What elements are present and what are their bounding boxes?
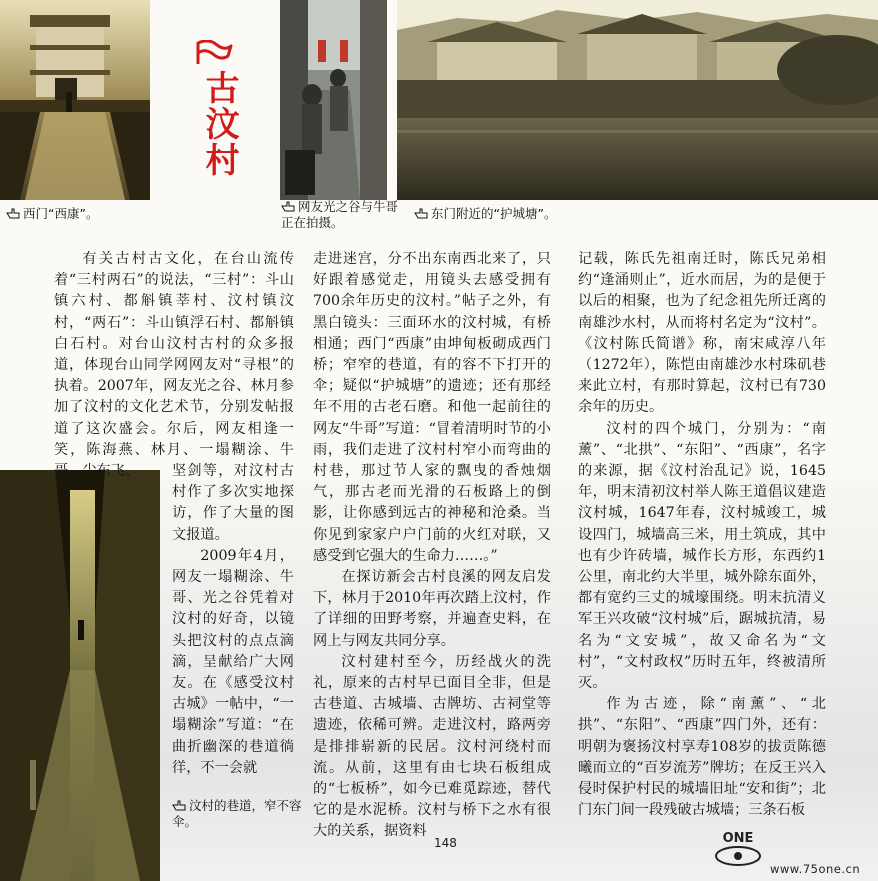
paragraph: 坚剑等，对汶村古村作了多次实地探访，作了大量的图文报道。: [172, 463, 294, 543]
paragraph: 在探访新会古村良溪的网友启发下，林月于2010年再次踏上汶村，作了详细的田野考察，并遍查史料，在网上与网友共同分享。: [313, 569, 551, 649]
paragraph: 走进迷宫，分不出东南西北来了，只好跟着感觉走，用镜头去感受拥有700余年历史的汶村。”帖子之外，有黑白镜头：三面环水的汶村城，有桥相通；西门“西康”由坤甸板砌成西门桥；窄窄的巷道，有的容不下打开的伞；疑似“护城塘”的遗迹；还有那经年不用的古老石磨。和他一起前往的网友“牛哥”写道：“冒着清明时节的小雨，我们走进了汶村村窄小而弯曲的村巷，那过节人家的飘曳的香烛烟气，那古老而光滑的石板路上的倒影，让你感到远古的神秘和沧桑。当你见到家家户户门前的火红对联，又感受到它强大的生命力……。”: [313, 251, 551, 564]
caption-alley: [281, 199, 399, 231]
caption-text: 西门“西康”。: [23, 206, 99, 221]
title-text: 古汶村: [199, 70, 239, 178]
paragraph: 有关古村古文化，在台山流传着“三村两石”的说法，“三村”：斗山镇六村、都斛镇莘村、汶村镇汶村，“两石”：斗山镇浮石村、都斛镇白石村。对台山汶村古村的众多报道，体现台山同学网网友对“寻根”的执着。2007年，网友光之谷、林月参加了汶村的文化艺术节，分别发帖报道了这次盛会。尔后，网友相逢一笑，陈海燕、林月、一塌糊涂、牛哥、尘东飞、: [54, 251, 294, 480]
article-title: [195, 40, 250, 178]
site-url[interactable]: www.75one.cn: [770, 862, 861, 876]
paragraph: 记载，陈氏先祖南迁时，陈氏兄弟相约“逢涌则止”，近水而居，为的是便于以后的相聚，也为了纪念祖先所迁离的南雄沙水村，从而将村名定为“汶村”。《汶村陈氏简谱》称，南宋咸淳八年（1272年），陈恺由南雄沙水村珠矶巷来此立村，有那时算起，汶村已有730余年的历史。: [578, 251, 826, 416]
caption-text: 汶村的巷道，窄不容伞。: [172, 798, 302, 829]
hand-pointer-icon: [281, 200, 295, 212]
hand-pointer-icon: [6, 207, 20, 219]
paragraph: 作为古迹，除“南薰”、“北拱”、“东阳”、“西康”四门外，还有：明朝为褒扬汶村享寿108岁的拔贡陈德曦而立的“百岁流芳”牌坊；在反王兴入侵时保护村民的城墙旧址“安和街”；北门东门间一段残破古城墙；三条石板: [578, 696, 826, 819]
photo-moat-east-gate: [397, 0, 878, 200]
body-column-2: [313, 249, 551, 843]
body-column-1-wrap: [172, 461, 294, 779]
page-number: 148: [434, 836, 457, 850]
paragraph: 汶村的四个城门，分别为：“南薰”、“北拱”、“东阳”、“西康”，名字的来源，据《汶村治乱记》说，1645年，明末清初汶村举人陈王道倡议建造汶村城，1647年春，汶村城竣工，城设四门，城墙高三米，用土筑成，其中也有少许砖墙，城作长方形，东西约1公里，南北约大半里，城外除东面外，都有宽约三丈的城壕围绕。明末抗清义军王兴攻破“汶村城”后，踞城抗清，易名为“文安城”，故又命名为“文村”，“文村政权”历时五年，终被清所灭。: [578, 420, 826, 692]
caption-lane: [172, 798, 312, 830]
paragraph: 2009年4月，网友一塌糊涂、牛哥、光之谷凭着对汶村的好奇，以镜头把汶村的点点滴滴，呈献给广大网友。在《感受汶村古城》一帖中，“一塌糊涂”写道：“在曲折幽深的巷道徜徉，不一会就: [172, 547, 294, 776]
caption-west-gate: [6, 206, 156, 222]
caption-text: 网友光之谷与牛哥正在拍摄。: [281, 199, 399, 230]
red-flag-icon: [195, 40, 233, 66]
caption-moat: [414, 206, 714, 222]
photo-west-gate: [0, 0, 150, 200]
one-logo-icon: [713, 826, 763, 868]
paragraph: 汶村建村至今，历经战火的洗礼，原来的古村早已面目全非，但是古巷道、古城墙、古牌坊、古祠堂等遗迹，依稀可辨。走进汶村，路两旁是排排崭新的民居。汶村河绕村而流。从前，这里有由七块石板组成的“七板桥”，如今已难觅踪迹，替代它的是水泥桥。汶村与桥下之水有很大的关系，据资料: [313, 653, 551, 840]
caption-text: 东门附近的“护城塘”。: [431, 206, 557, 221]
logo-text: ONE: [722, 831, 754, 846]
hand-pointer-icon: [172, 799, 186, 811]
photo-narrow-lane: [0, 470, 160, 881]
body-column-3: [578, 249, 826, 821]
hand-pointer-icon: [414, 207, 428, 219]
photo-alley-photographers: [280, 0, 387, 200]
body-column-1: [54, 249, 294, 482]
